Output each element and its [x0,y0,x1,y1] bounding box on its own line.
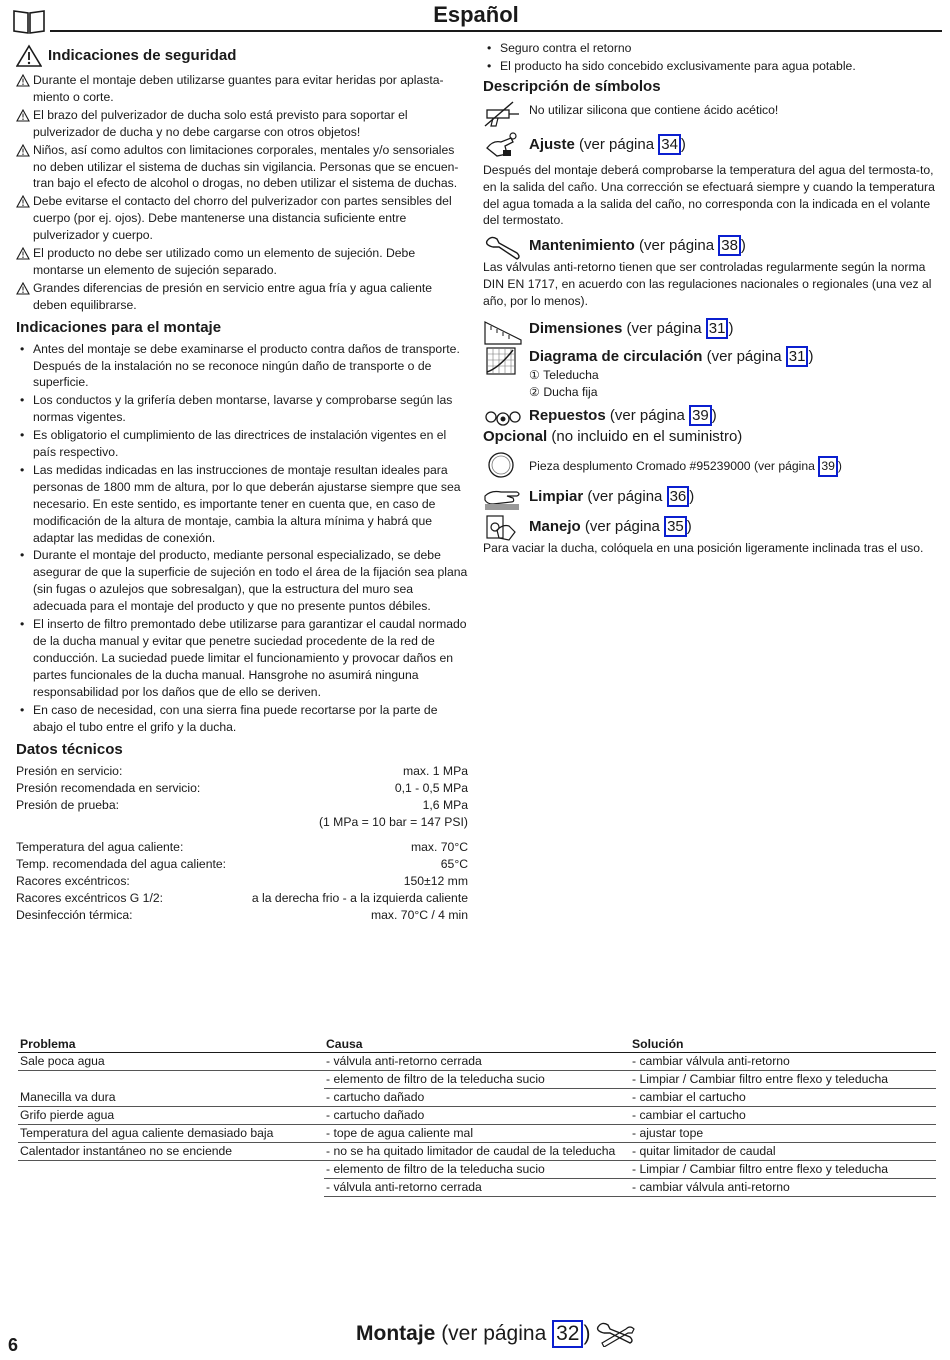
tech-value: a la derecha frio - a la izquierda caliente [251,890,468,905]
silicone-text: No utilizar silicona que contiene ácido acético! [529,102,779,117]
tech-label: Presión recomendada en servicio: [16,781,201,796]
solution-cell: - Limpiar / Cambiar filtro entre flexo y teleducha [630,1071,936,1089]
piece-row [483,450,938,482]
dimensions-row [483,316,938,344]
cause-cell: - elemento de filtro de la teleducha sucio [324,1161,630,1179]
page-link-36[interactable]: 36 [667,486,690,507]
dimensions-title: Dimensiones [529,320,623,338]
tech-label: Desinfección térmica: [16,907,133,922]
list-item: • En caso de necesidad, con una sierra fina puede recortarse por la parte de abajo el tubo entre el grifo y la ducha. [16,702,468,736]
list-item: • Antes del montaje se debe examinarse el producto contra daños de transporte. Después de la instalación no se reconoce ningún daño de transporte o de superficie. [16,341,468,392]
number-marker: ① [529,368,540,383]
table-row [18,1161,936,1179]
tech-value: max. 70°C / 4 min [371,907,468,922]
warning-icon [16,44,42,68]
problem-cell [18,1071,324,1089]
table-row [18,1125,936,1143]
tech-row [16,856,468,873]
page-link-39[interactable]: 39 [818,456,838,477]
tech-value: 1,6 MPa [422,798,468,813]
safety-item-text: Debe evitarse el contacto del chorro del pulverizador con partes sensibles del cuerpo (por ej. ojos). Debe mantenerse una distancia suficiente entre pulverizador y cuerpo. [33,194,452,243]
tech-label: Racores excéntricos: [16,873,130,888]
ruler-icon [483,316,523,346]
operation-row [483,512,938,540]
operation-hand-icon [483,512,523,542]
clean-row [483,482,938,512]
operation-title: Manejo [529,517,581,535]
problem-cell: Calentador instantáneo no se enciende [18,1143,324,1161]
column-header-cause: Causa [324,1036,630,1053]
table-row [18,1143,936,1161]
safety-title: Indicaciones de seguridad [48,46,237,64]
safety-item-text: El brazo del pulverizador de ducha solo está previsto para soportar el pulverizador de ducha y no debe cargarse con otros objetos! [33,107,408,139]
warning-icon [16,195,30,208]
cause-cell: - cartucho dañado [324,1107,630,1125]
tech-title: Datos técnicos [16,741,123,759]
column-header-problem: Problema [18,1036,324,1053]
page-ref-label: (ver página [626,320,706,338]
tech-value: 150±12 mm [403,873,468,888]
flow-row [483,346,938,401]
solution-cell: - ajustar tope [630,1125,936,1143]
tech-row [16,763,468,780]
mounting-title: Indicaciones para el montaje [16,318,222,336]
problem-cell [18,1161,324,1179]
troubleshooting-table [18,1036,936,1197]
page-link-38[interactable]: 38 [718,235,741,256]
cause-cell: - válvula anti-retorno cerrada [324,1179,630,1197]
paren: ) [740,237,746,255]
tech-label: Presión de prueba: [16,798,119,813]
table-row [18,1107,936,1125]
list-item: • Seguro contra el retorno [483,40,938,57]
tech-row [16,814,468,831]
mount-title: Montaje [356,1322,436,1345]
cause-cell: - no se ha quitado limitador de caudal de la teleducha [324,1143,630,1161]
problem-cell [18,1179,324,1197]
operation-title-line [529,512,692,537]
tech-row [16,907,468,924]
safety-item-text: Niños, así como adultos con limitaciones corporales, mentales y/o sensoriales no deben utilizar el sistema de duchas sin vigilancia. Personas que se encuen-tran bajo el efecto de alcohol o drogas, no deben utilizar el sistema de duchas. [33,142,459,191]
flow-title: Diagrama de circulación [529,348,703,366]
adjust-hand-icon [483,130,523,160]
list-item: • El inserto de filtro premontado debe utilizarse para garantizar el caudal normado de la ducha manual y evitar que penetre suciedad procedente de la red de conducción. La suciedad puede limitar el funcionamiento y provocar daños en partes funcionales de la ducha manual. Hansgrohe no asumirá ninguna responsabilidad por los daños que de ello se deriven. [16,616,468,701]
safety-item-text: El producto no debe ser utilizado como un elemento de sujeción. Debe montarse un elemento de sujeción separado. [33,246,416,277]
safety-list [16,72,468,314]
tech-row [16,890,468,907]
adjust-title-line [529,130,686,155]
optional-note: (no incluido en el suministro) [551,427,743,445]
optional-line [483,429,938,446]
clean-title-line [529,482,694,507]
plate-icon [483,450,523,480]
optional-title: Opcional [483,427,548,445]
paren: ) [711,406,717,424]
page-ref-label: (ver página [579,135,659,153]
wrench-icon [596,1321,636,1347]
problem-cell: Manecilla va dura [18,1089,324,1107]
safety-item [16,107,468,141]
paren: ) [808,348,814,366]
warning-icon [16,247,30,260]
warning-icon [16,144,30,157]
cleaning-hand-icon [483,482,523,512]
solution-cell: - cambiar válvula anti-retorno [630,1179,936,1197]
paren: ) [689,487,695,505]
flow-diagram-icon [483,346,523,376]
tech-label: Temp. recomendada del agua caliente: [16,856,227,871]
tech-value: 65°C [440,856,468,871]
tech-value: 0,1 - 0,5 MPa [394,781,468,796]
number-marker: ② [529,384,540,399]
page-link-31[interactable]: 31 [706,318,729,339]
tech-row [16,873,468,890]
table-row [18,1089,936,1107]
warning-icon [16,109,30,122]
page-ref-label: (ver página [706,348,786,366]
mounting-reference [356,1320,636,1348]
operation-text: Para vaciar la ducha, colóquela en una posición ligeramente inclinada tras el uso. [483,540,924,555]
table-row [18,1071,936,1089]
page-ref-label: (ver página [639,237,719,255]
safety-heading [16,44,468,68]
column-header-solution: Solución [630,1036,936,1053]
list-item: • Las medidas indicadas en las instrucciones de montaje resultan ideales para personas de 1800 mm de altura, por lo que deberán ajustarse siempre que sea necesario. En este sentido, es importante tener en cuenta que, en caso de modificación de la altura de montaje, cambia la altura mínima y habrá que adaptar las medidas de conexión. [16,462,468,547]
clean-title: Limpiar [529,487,584,505]
tech-row [16,780,468,797]
safety-item [16,245,468,279]
language-title: Español [433,2,519,27]
paren: ) [680,135,686,153]
maintenance-title-line [529,233,746,256]
adjust-text: Después del montaje deberá comprobarse la temperatura del agua del termosta-to, en la salida del caño. Una corrección se efectuará siempre y cuando la temperatura del agua tomada a la salida del caño, no corresponda con la indicada en el volante del termostato. [483,162,935,228]
tech-row [16,797,468,814]
safety-item [16,142,468,193]
maintenance-title: Mantenimiento [529,237,635,255]
tech-value: max. 70°C [410,839,468,854]
cause-cell: - tope de agua caliente mal [324,1125,630,1143]
tech-label: Temperatura del agua caliente: [16,839,184,854]
problem-cell: Sale poca agua [18,1053,324,1071]
cause-cell: - cartucho dañado [324,1089,630,1107]
list-item: • Es obligatorio el cumplimiento de las directrices de instalación vigentes en el país respectivo. [16,427,468,461]
list-item: • El producto ha sido concebido exclusivamente para agua potable. [483,58,938,75]
piece-text: Pieza desplumento Cromado #95239000 (ver página [529,458,819,473]
spares-title: Repuestos [529,406,606,424]
page-ref-label: (ver página [584,517,665,535]
flow-item-label: Ducha fija [543,384,598,399]
paren: ) [837,458,842,473]
page-header [10,4,942,34]
table-row [18,1179,936,1197]
tech-data-list [16,763,468,923]
dimensions-title-line [529,316,733,339]
page-number: 6 [8,1335,19,1355]
silicone-gun-icon [483,98,523,128]
safety-item [16,193,468,244]
table-row [18,1053,936,1071]
flow-item-1 [529,367,813,384]
tech-row [16,839,468,856]
tech-value: (1 MPa = 10 bar = 147 PSI) [318,815,468,830]
page-link-34[interactable]: 34 [658,134,681,155]
page-ref-label: (ver página [587,487,667,505]
flow-title-line [529,346,813,367]
page-ref-label: (ver página [609,406,690,424]
mounting-list [16,341,468,736]
cause-cell: - elemento de filtro de la teleducha sucio [324,1071,630,1089]
left-column [16,44,468,924]
list-item: • Durante el montaje del producto, mediante personal especializado, se debe asegurar de que la superficie de sujeción en todo el área de la fijación sea plana (sin fugas o azulejos que sobresalgan), que la estructura del muro sea adecuada para el montaje del producto y que no presente puntos débiles. [16,547,468,615]
adjust-row [483,130,938,160]
safety-item [16,280,468,314]
spares-row [483,403,938,427]
tech-value: max. 1 MPa [402,764,468,779]
maintenance-row [483,233,938,259]
solution-cell: - quitar limitador de caudal [630,1143,936,1161]
page-ref-label: (ver página [441,1322,553,1345]
paren: ) [686,517,692,535]
silicone-row [483,98,938,128]
table-body [18,1053,936,1197]
list-item: • Los conductos y la grifería deben montarse, lavarse y comprobarse según las normas vigentes. [16,392,468,426]
paren: ) [728,320,734,338]
safety-item [16,72,468,106]
tech-label: Presión en servicio: [16,764,123,779]
safety-item-text: Durante el montaje deben utilizarse guantes para evitar heridas por aplasta-miento o corte. [33,73,444,104]
page-link-32[interactable]: 32 [552,1320,583,1348]
right-bullets [483,40,938,75]
solution-cell: - cambiar el cartucho [630,1089,936,1107]
flow-item-2 [529,384,813,401]
page-link-39[interactable]: 39 [689,405,712,426]
right-column [483,40,938,557]
tech-label: Racores excéntricos G 1/2: [16,890,163,905]
page-link-31[interactable]: 31 [786,346,809,367]
piece-text-line [529,450,842,477]
cause-cell: - válvula anti-retorno cerrada [324,1053,630,1071]
problem-cell: Grifo pierde agua [18,1107,324,1125]
paren: ) [583,1322,591,1345]
solution-cell: - cambiar válvula anti-retorno [630,1053,936,1071]
maintenance-text: Las válvulas anti-retorno tienen que ser controladas regularmente según la norma DIN EN 1717, en acuerdo con las regulaciones nacionales o regionales (una vez al año, por lo menos). [483,260,932,309]
spares-title-line [529,403,717,426]
symbols-title: Descripción de símbolos [483,77,661,95]
flow-item-label: Teleducha [543,368,599,383]
safety-item-text: Grandes diferencias de presión en servicio entre agua fría y agua caliente deben equilibrarse. [33,280,433,312]
problem-cell: Temperatura del agua caliente demasiado baja [18,1125,324,1143]
warning-icon [16,282,30,295]
warning-icon [16,74,30,87]
adjust-title: Ajuste [529,135,575,153]
solution-cell: - cambiar el cartucho [630,1107,936,1125]
flow-block [529,346,813,401]
solution-cell: - Limpiar / Cambiar filtro entre flexo y teleducha [630,1161,936,1179]
table-header-row [18,1036,936,1053]
header-rule [50,30,942,32]
page-link-35[interactable]: 35 [664,516,687,537]
